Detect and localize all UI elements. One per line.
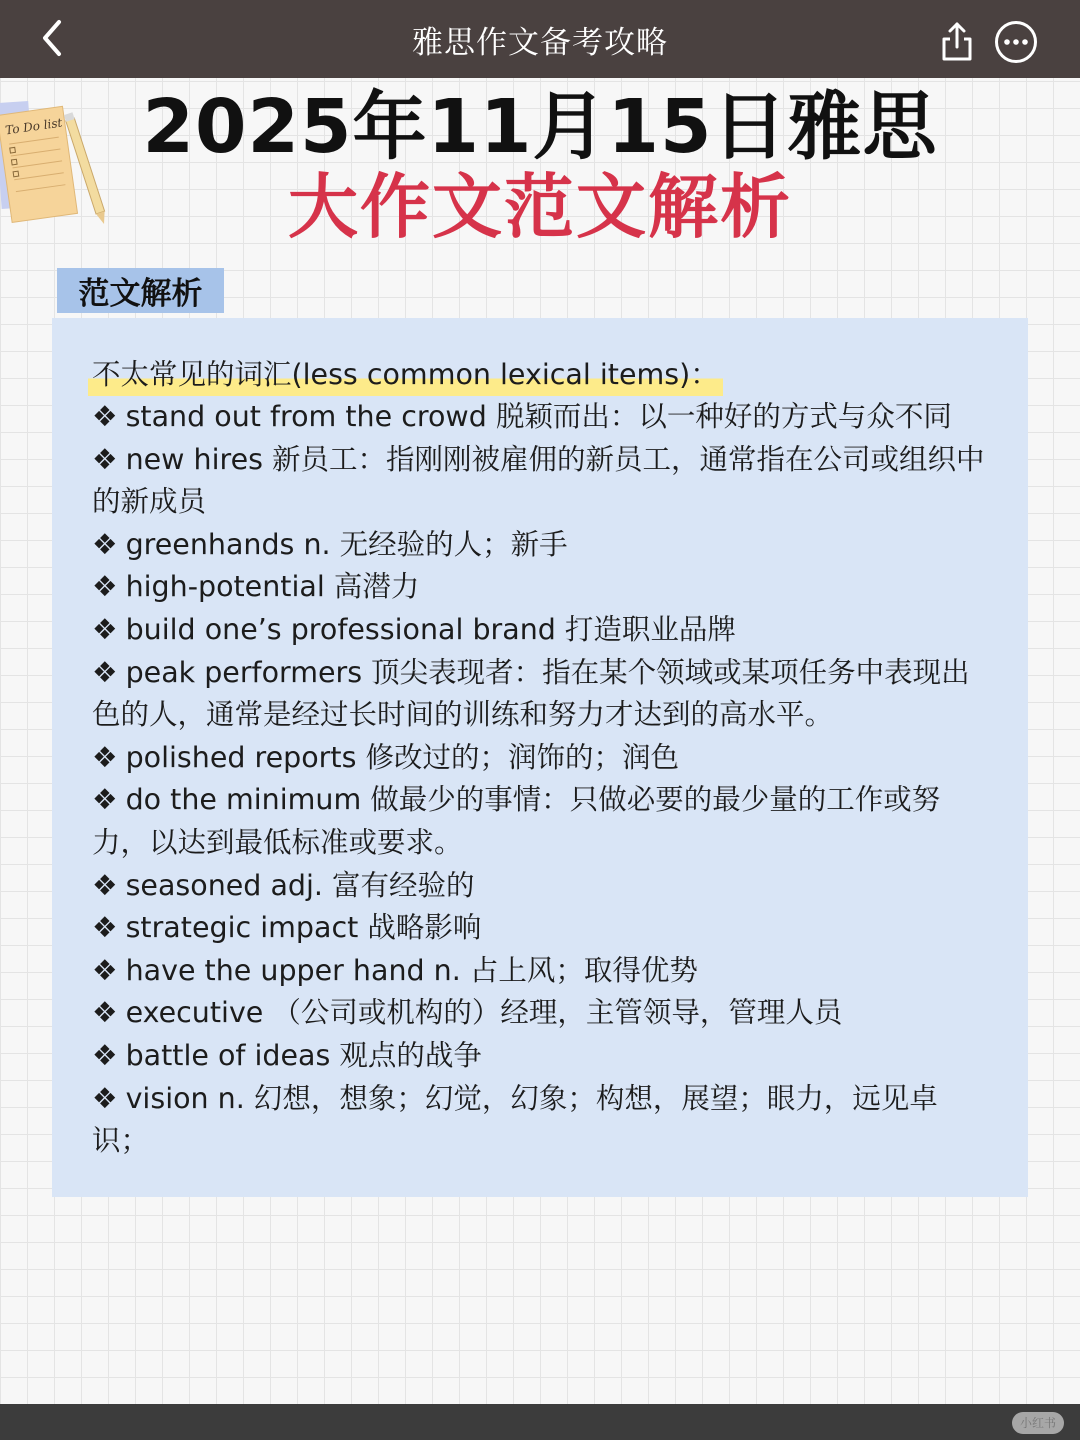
vocab-item <box>92 609 990 652</box>
share-button[interactable] <box>934 18 980 64</box>
vocab-item <box>92 950 990 993</box>
vocab-item <box>92 907 990 950</box>
vocab-item-text: new hires 新员工：指刚刚被雇佣的新员工，通常指在公司或组织中的新成员 <box>92 442 985 519</box>
bottom-bar <box>0 1404 1080 1440</box>
diamond-bullet-icon: ❖ <box>92 1038 118 1072</box>
vocab-item <box>92 1078 990 1163</box>
vocab-item <box>92 865 990 908</box>
diamond-bullet-icon: ❖ <box>92 1081 118 1115</box>
diamond-bullet-icon: ❖ <box>92 655 118 689</box>
vocab-item-text: strategic impact 战略影响 <box>125 911 482 945</box>
vocab-item-text: high-potential 高潜力 <box>125 570 420 604</box>
headline-subtitle: 大作文范文解析 <box>288 166 792 248</box>
vocab-list <box>92 396 990 1163</box>
vocab-item <box>92 396 990 439</box>
share-icon <box>939 20 975 62</box>
diamond-bullet-icon: ❖ <box>92 442 118 476</box>
vocab-card <box>52 318 1028 1197</box>
page-headline <box>0 86 1080 246</box>
watermark: 小红书 <box>1012 1412 1064 1434</box>
top-nav-bar <box>0 0 1080 78</box>
diamond-bullet-icon: ❖ <box>92 400 118 433</box>
vocab-item-text: do the minimum 做最少的事情：只做必要的最少量的工作或努力，以达到最低标准或要求。 <box>92 783 941 859</box>
nav-title: 雅思作文备考攻略 <box>412 24 668 61</box>
vocab-item-text: greenhands n. 无经验的人；新手 <box>125 527 568 561</box>
headline-date: 2025年11月15日雅思 <box>142 84 938 170</box>
vocab-item-text: have the upper hand n. 占上风；取得优势 <box>125 953 698 987</box>
diamond-bullet-icon: ❖ <box>92 996 118 1030</box>
vocab-item <box>92 566 990 609</box>
diamond-bullet-icon: ❖ <box>92 740 118 774</box>
notebook-label: To Do list <box>4 115 64 138</box>
section-tag: 范文解析 <box>57 268 224 313</box>
diamond-bullet-icon: ❖ <box>92 783 118 817</box>
vocab-item <box>92 652 990 737</box>
vocab-item <box>92 524 990 567</box>
vocab-item <box>92 439 990 524</box>
vocab-item-text: seasoned adj. 富有经验的 <box>125 868 475 902</box>
diamond-bullet-icon: ❖ <box>92 953 118 987</box>
diamond-bullet-icon: ❖ <box>92 570 118 604</box>
vocab-item-text: battle of ideas 观点的战争 <box>125 1038 482 1072</box>
diamond-bullet-icon: ❖ <box>92 911 118 945</box>
diamond-bullet-icon: ❖ <box>92 612 118 646</box>
diamond-bullet-icon: ❖ <box>92 868 118 902</box>
more-icon <box>994 20 1038 64</box>
vocab-item-text: peak performers 顶尖表现者：指在某个领域或某项任务中表现出色的人，通常是经过长时间的训练和努力才达到的高水平。 <box>92 655 970 732</box>
vocab-item-text: stand out from the crowd 脱颖而出：以一种好的方式与众不同 <box>125 400 952 433</box>
vocab-item-text: build one’s professional brand 打造职业品牌 <box>125 612 736 646</box>
vocab-item-text: polished reports 修改过的；润饰的；润色 <box>125 740 679 774</box>
vocab-item <box>92 779 990 864</box>
vocab-item-text: executive （公司或机构的）经理，主管领导，管理人员 <box>125 996 843 1030</box>
diamond-bullet-icon: ❖ <box>92 527 118 561</box>
vocab-item <box>92 737 990 780</box>
more-button[interactable] <box>994 20 1038 64</box>
vocab-item <box>92 992 990 1035</box>
vocab-item-text: vision n. 幻想，想象；幻觉，幻象；构想，展望；眼力，远见卓识； <box>92 1081 938 1158</box>
vocab-heading: 不太常见的词汇(less common lexical items)： <box>88 354 723 396</box>
vocab-item <box>92 1035 990 1078</box>
